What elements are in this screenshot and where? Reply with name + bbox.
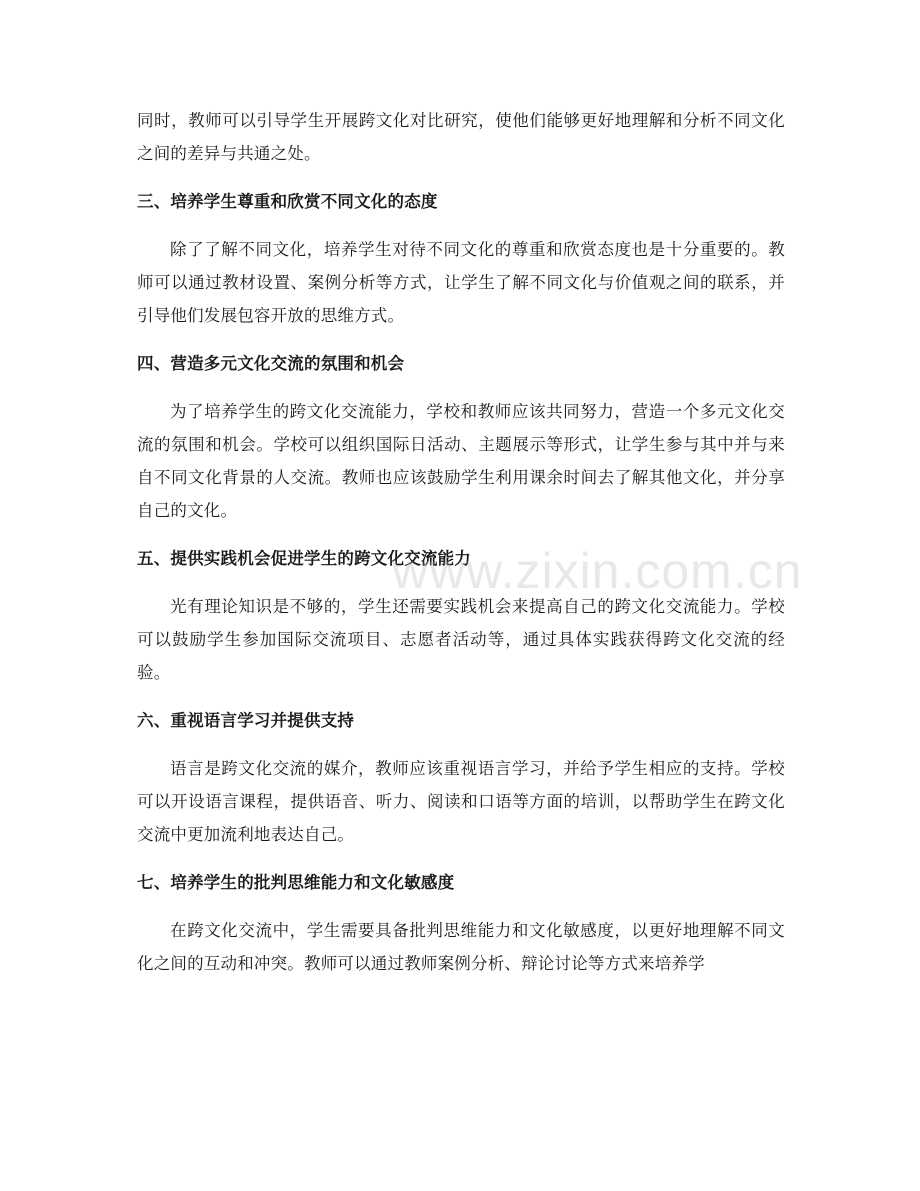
intro-paragraph: 同时，教师可以引导学生开展跨文化对比研究，使他们能够更好地理解和分析不同文化之间的差异与共通之处。 (137, 111, 785, 163)
section-4-paragraph: 为了培养学生的跨文化交流能力，学校和教师应该共同努力，营造一个多元文化交流的氛围和机会。学校可以组织国际日活动、主题展示等形式，让学生参与其中并与来自不同文化背景的人交流。教师也应该鼓励学生利用课余时间去了解其他文化，并分享自己的文化。 (137, 402, 785, 520)
section-5-paragraph: 光有理论知识是不够的，学生还需要实践机会来提高自己的跨文化交流能力。学校可以鼓励学生参加国际交流项目、志愿者活动等，通过具体实践获得跨文化交流的经验。 (137, 597, 785, 682)
section-3-heading: 三、培养学生尊重和欣赏不同文化的态度 (137, 192, 438, 211)
section-6-heading: 六、重视语言学习并提供支持 (137, 711, 355, 730)
section-6-paragraph: 语言是跨文化交流的媒介，教师应该重视语言学习，并给予学生相应的支持。学校可以开设语言课程，提供语音、听力、阅读和口语等方面的培训，以帮助学生在跨文化交流中更加流利地表达自己。 (137, 759, 785, 844)
section-3-paragraph: 除了了解不同文化，培养学生对待不同文化的尊重和欣赏态度也是十分重要的。教师可以通过教材设置、案例分析等方式，让学生了解不同文化与价值观之间的联系，并引导他们发展包容开放的思维方式。 (137, 240, 785, 325)
section-4-heading: 四、营造多元文化交流的氛围和机会 (137, 354, 405, 373)
document-body (137, 104, 785, 980)
section-7-heading: 七、培养学生的批判思维能力和文化敏感度 (137, 873, 455, 892)
section-7-paragraph: 在跨文化交流中，学生需要具备批判思维能力和文化敏感度，以更好地理解不同文化之间的互动和冲突。教师可以通过教师案例分析、辩论讨论等方式来培养学 (137, 921, 785, 973)
watermark: www.zixin.com.cn (392, 543, 803, 599)
section-5-heading: 五、提供实践机会促进学生的跨文化交流能力 (137, 549, 471, 568)
